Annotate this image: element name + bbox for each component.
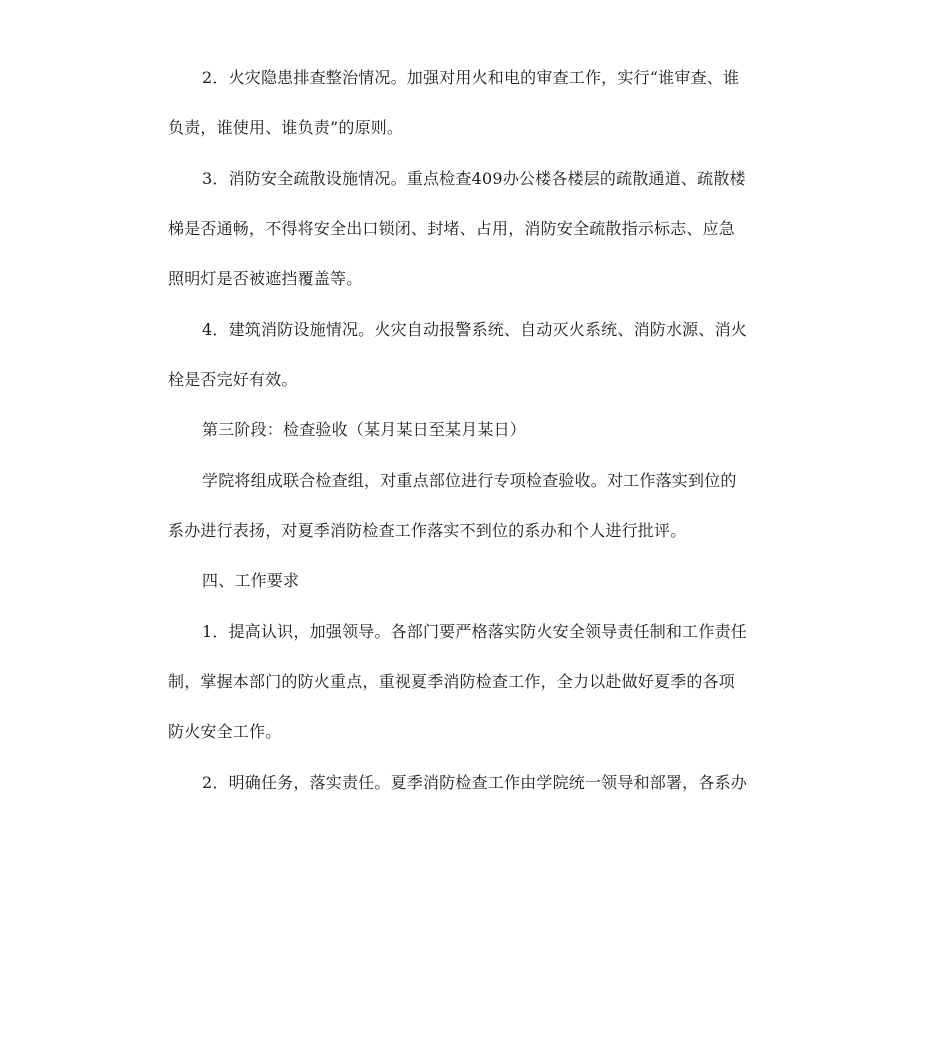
paragraph-evacuation-line-3: 照明灯是否被遮挡覆盖等。: [168, 269, 363, 288]
paragraph-fire-facilities-line-2: 栓是否完好有效。: [168, 370, 298, 389]
paragraph-fire-hazard-line-1: 2．火灾隐患排查整治情况。加强对用火和电的审查工作，实行“谁审查、谁: [202, 68, 740, 87]
paragraph-leadership-line-1: 1．提高认识，加强领导。各部门要严格落实防火安全领导责任制和工作责任: [202, 622, 747, 641]
paragraph-fire-facilities-line-1: 4．建筑消防设施情况。火灾自动报警系统、自动灭火系统、消防水源、消火: [202, 320, 747, 339]
paragraph-inspection-line-2: 系办进行表扬，对夏季消防检查工作落实不到位的系办和个人进行批评。: [168, 521, 687, 540]
paragraph-leadership-line-3: 防火安全工作。: [168, 722, 282, 741]
paragraph-inspection-line-1: 学院将组成联合检查组，对重点部位进行专项检查验收。对工作落实到位的: [202, 471, 737, 490]
paragraph-responsibility-line-1: 2．明确任务，落实责任。夏季消防检查工作由学院统一领导和部署，各系办: [202, 773, 747, 792]
paragraph-leadership-line-2: 制，掌握本部门的防火重点，重视夏季消防检查工作，全力以赴做好夏季的各项: [168, 672, 736, 691]
section-work-requirements-heading: 四、工作要求: [202, 571, 300, 590]
paragraph-fire-hazard-line-2: 负责，谁使用、谁负责”的原则。: [168, 118, 404, 137]
paragraph-evacuation-line-1: 3．消防安全疏散设施情况。重点检查409办公楼各楼层的疏散通道、疏散楼: [202, 169, 746, 188]
stage-three-heading: 第三阶段：检查验收（某月某日至某月某日）: [202, 420, 527, 439]
paragraph-evacuation-line-2: 梯是否通畅，不得将安全出口锁闭、封堵、占用，消防安全疏散指示标志、应急: [168, 219, 736, 238]
